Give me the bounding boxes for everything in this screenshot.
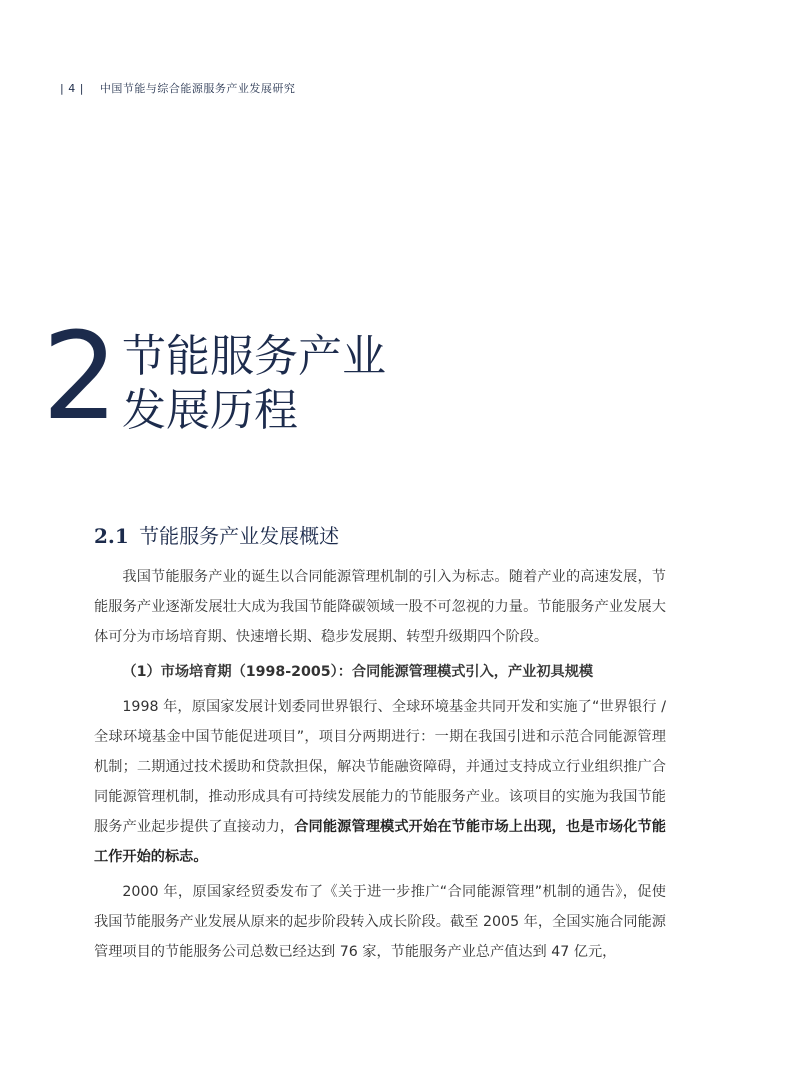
book-title: 中国节能与综合能源服务产业发展研究 xyxy=(99,82,296,95)
chapter-title: 节能服务产业 发展历程 xyxy=(122,331,386,436)
paragraph-1998 xyxy=(94,692,666,872)
section-title: 节能服务产业发展概述 xyxy=(139,524,340,548)
paragraph-2000: 2000 年，原国家经贸委发布了《关于进一步推广“合同能源管理”机制的通告》，促使我国节能服务产业发展从原来的起步阶段转入成长阶段。截至 2005 年，全国实施合同能源管理项目的节能服务公司总数已经达到 76 家，节能服务产业总产值达到 47 亿元， xyxy=(94,884,666,960)
page-number: | 4 | xyxy=(60,82,84,95)
body-text xyxy=(94,562,666,972)
section-heading xyxy=(94,520,339,549)
chapter-number: 2 xyxy=(42,308,119,447)
paragraph-intro: 我国节能服务产业的诞生以合同能源管理机制的引入为标志。随着产业的高速发展，节能服务产业逐渐发展壮大成为我国节能降碳领域一股不可忽视的力量。节能服务产业发展大体可分为市场培育期、快速增长期、稳步发展期、转型升级期四个阶段。 xyxy=(94,569,666,645)
paragraph-1998-emphasis: 合同能源管理模式开始在节能市场上出现，也是市场化节能工作开始的标志。 xyxy=(94,819,666,865)
paragraph-1998-text: 1998 年，原国家发展计划委同世界银行、全球环境基金共同开发和实施了“世界银行 / 全球环境基金中国节能促进项目”，项目分两期进行：一期在我国引进和示范合同能源管理机制；二期通过技术援助和贷款担保，解决节能融资障碍，并通过支持成立行业组织推广合同能源管理机制，推动形成具有可持续发展能力的节能服务产业。该项目的实施为我国节能服务产业起步提供了直接动力， xyxy=(94,699,666,835)
section-number: 2.1 xyxy=(94,524,129,548)
subheading-market-cultivation: （1）市场培育期（1998-2005）：合同能源管理模式引入，产业初具规模 xyxy=(122,664,594,680)
running-header xyxy=(60,80,295,96)
